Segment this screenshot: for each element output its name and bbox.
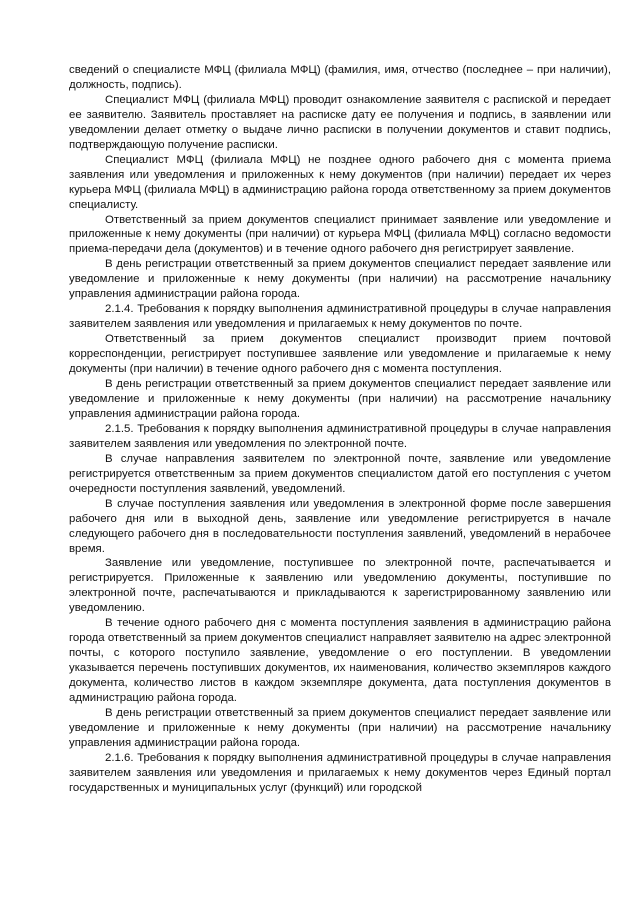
paragraph-12: Заявление или уведомление, поступившее по электронной почте, распечатывается и регистрируется. Приложенные к заявлению или уведомлению документы, поступившие по электронной почте, распечатываются и прикладываются к зарегистрированному заявлению или уведомлению. <box>69 557 611 615</box>
document-page <box>69 63 611 796</box>
paragraph-1: сведений о специалисте МФЦ (филиала МФЦ) (фамилия, имя, отчество (последнее – при наличии), должность, подпись). <box>69 64 611 91</box>
paragraph-4: Ответственный за прием документов специалист принимает заявление или уведомление и приложенные к нему документы (при наличии) от курьера МФЦ (филиала МФЦ) согласно ведомости приема-передачи дела (документов) и в течение одного рабочего дня регистрирует заявление. <box>69 213 611 256</box>
section-heading-2-1-4: 2.1.4. Требования к порядку выполнения административной процедуры в случае направления заявителем заявления или уведомления и прилагаемых к нему документов по почте. <box>69 303 611 331</box>
paragraph-10: В случае направления заявителем по электронной почте, заявление или уведомление регистрируется ответственным за прием документов специалистом датой его поступления с учетом очередности поступления заявлений, уведомлений. <box>69 452 611 495</box>
section-heading-2-1-5: 2.1.5. Требования к порядку выполнения административной процедуры в случае направления заявителем заявления или уведомления по электронной почте. <box>69 422 611 450</box>
paragraph-8: В день регистрации ответственный за прием документов специалист передает заявление или уведомление и приложенные к нему документы (при наличии) на рассмотрение начальнику управления администрации района города. <box>69 378 611 420</box>
paragraph-11: В случае поступления заявления или уведомления в электронной форме после завершения рабочего дня или в выходной день, заявление или уведомление регистрируется в начале следующего рабочего дня в последовательности поступления заявлений, уведомлений в нерабочее время. <box>69 497 611 555</box>
paragraph-3: Специалист МФЦ (филиала МФЦ) не позднее одного рабочего дня с момента приема заявления или уведомления и приложенных к нему документов (при наличии) передает их через курьера МФЦ (филиала МФЦ) в администрацию района города ответственному за прием документов специалисту. <box>69 153 611 211</box>
section-heading-2-1-6: 2.1.6. Требования к порядку выполнения административной процедуры в случае направления заявителем заявления или уведомления и прилагаемых к нему документов через Единый портал государственных и муниципальных услуг (функций) или городской <box>69 751 611 794</box>
paragraph-14: В день регистрации ответственный за прием документов специалист передает заявление или уведомление и приложенные к нему документы (при наличии) на рассмотрение начальнику управления администрации района города. <box>69 706 611 749</box>
paragraph-2: Специалист МФЦ (филиала МФЦ) проводит ознакомление заявителя с распиской и передает ее заявителю. Заявитель проставляет на расписке дату ее получения и подпись, в заявлении или уведомлении делает отметку о выдаче лично расписки в получении документов и ставит подпись, подтверждающую получение расписки. <box>69 93 611 151</box>
paragraph-5: В день регистрации ответственный за прием документов специалист передает заявление или уведомление и приложенные к нему документы (при наличии) на рассмотрение начальнику управления администрации района города. <box>69 258 611 301</box>
paragraph-7: Ответственный за прием документов специалист производит прием почтовой корреспонденции, регистрирует поступившее заявление или уведомление и прилагаемые к нему документы (при наличии) в течение одного рабочего дня с момента поступления. <box>69 333 611 376</box>
paragraph-13: В течение одного рабочего дня с момента поступления заявления в администрацию района города ответственный за прием документов специалист направляет заявителю на адрес электронной почты, с которого поступило заявление, уведомление о его поступлении. В уведомлении указывается перечень поступивших документов, их наименования, количество экземпляров каждого документа, количество листов в каждом экземпляре документа, дата поступления документов в администрацию района города. <box>69 617 611 705</box>
